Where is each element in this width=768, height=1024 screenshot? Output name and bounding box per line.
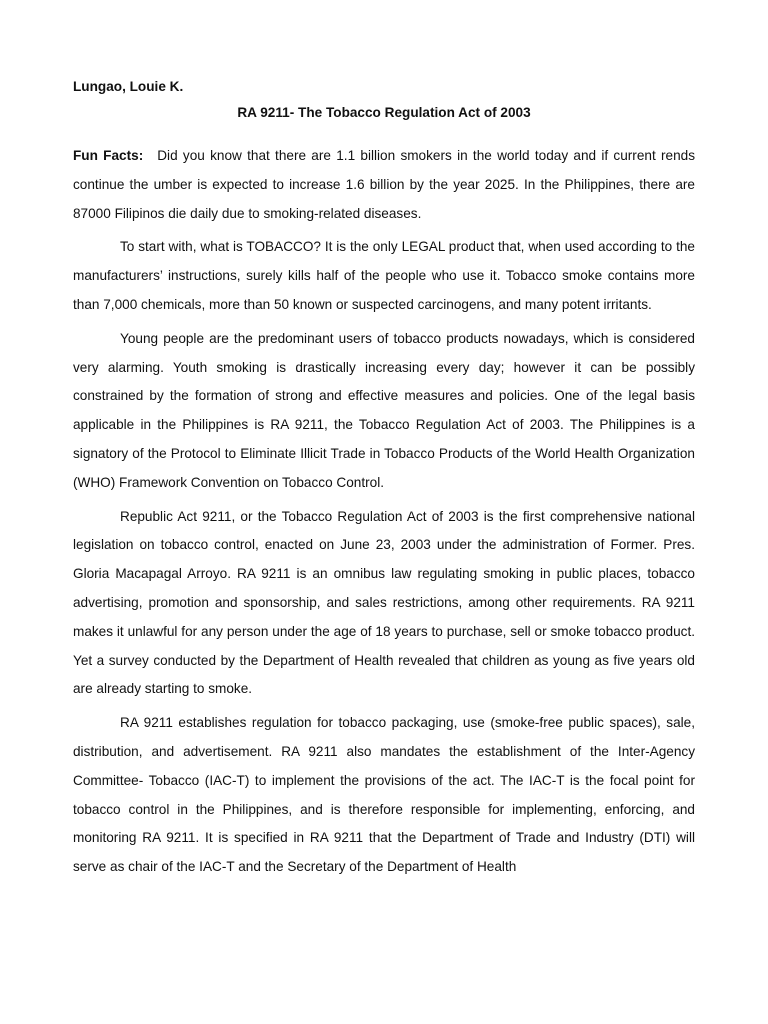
author-name: Lungao, Louie K. — [73, 79, 184, 94]
paragraph-republic-act: Republic Act 9211, or the Tobacco Regulation Act of 2003 is the first comprehensive national legislation on tobacco control, enacted on June 23, 2003 under the administration of Former. Pres. Gloria Macapagal Arroyo. RA 9211 is an omnibus law regulating smoking in public places, tobacco advertising, promotion and sponsorship, and sales restrictions, among other requirements. RA 9211 makes it unlawful for any person under the age of 18 years to purchase, sell or smoke tobacco product. Yet a survey conducted by the Department of Health revealed that children as young as five years old are already starting to smoke. — [73, 508, 695, 697]
fun-facts-label: Fun Facts: — [73, 148, 144, 163]
paragraph-tobacco-definition: To start with, what is TOBACCO? It is the only LEGAL product that, when used according to the manufacturers’ instructions, surely kills half of the people who use it. Tobacco smoke contains more than 7,000 chemicals, more than 50 known or suspected carcinogens, and many potent irritants. — [73, 239, 695, 312]
paragraph-regulation-scope: RA 9211 establishes regulation for tobacco packaging, use (smoke-free public spaces), sale, distribution, and advertisement. RA 9211 also mandates the establishment of the Inter-Agency Committee- Tobacco (IAC-T) to implement the provisions of the act. The IAC-T is the focal point for tobacco control in the Philippines, and is therefore responsible for implementing, enforcing, and monitoring RA 9211. It is specified in RA 9211 that the Department of Trade and Industry (DTI) will serve as chair of the IAC-T and the Secretary of the Department of Health — [73, 715, 695, 875]
fun-facts-text: Did you know that there are 1.1 billion smokers in the world today and if current rends continue the umber is expected to increase 1.6 billion by the year 2025. In the Philippines, there are 87000 Filipinos die daily due to smoking-related diseases. — [73, 148, 695, 221]
paragraph-youth-smoking: Young people are the predominant users of tobacco products nowadays, which is considered very alarming. Youth smoking is drastically increasing every day; however it can be possibly constrained by the formation of strong and effective measures and policies. One of the legal basis applicable in the Philippines is RA 9211, the Tobacco Regulation Act of 2003. The Philippines is a signatory of the Protocol to Eliminate Illicit Trade in Tobacco Products of the World Health Organization (WHO) Framework Convention on Tobacco Control. — [73, 330, 695, 490]
document-page — [73, 78, 695, 882]
fun-facts-paragraph — [73, 142, 695, 228]
document-title: RA 9211- The Tobacco Regulation Act of 2003 — [237, 105, 531, 120]
